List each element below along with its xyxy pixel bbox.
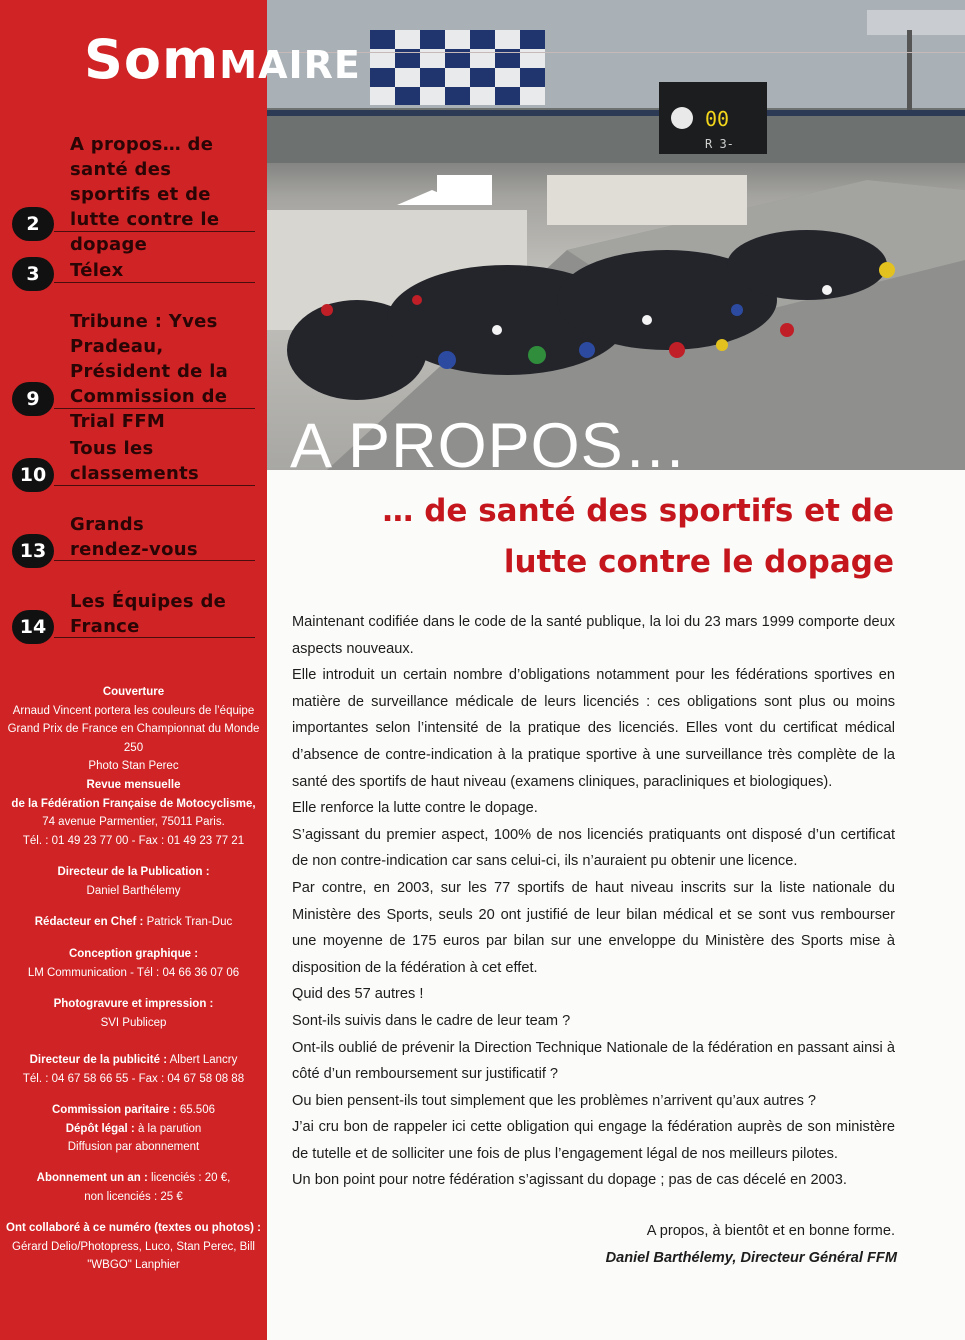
credit-line: LM Communication - Tél : 04 66 36 07 06 <box>27 966 240 979</box>
credit-label: Directeur de la publicité : <box>29 1054 168 1066</box>
credit-line: SVI Publicep <box>100 1016 167 1029</box>
sommaire-title-part1: Som <box>84 28 220 91</box>
credit-line: Grand Prix de France en Championnat du Monde 250 <box>7 723 260 754</box>
credit-label: Dépôt légal : <box>65 1122 135 1135</box>
credit-line: Photo Stan Perec <box>88 760 179 772</box>
credit-label: Ont collaboré à ce numéro (textes ou photos) : <box>6 1222 261 1234</box>
credit-line: à la parution <box>137 1122 202 1135</box>
toc-title: Tous les classements <box>70 438 200 484</box>
credits-design <box>6 945 261 982</box>
credit-line: Patrick Tran-Duc <box>146 916 233 928</box>
credits-contributors <box>6 1219 261 1275</box>
article-paragraph: Elle renforce la lutte contre le dopage. <box>292 800 538 817</box>
credits-director <box>6 863 261 900</box>
toc-title: Grands rendez-vous <box>70 514 198 560</box>
closing-line: A propos, à bientôt et en bonne forme. <box>646 1223 895 1239</box>
article-paragraph: Ou bien pensent-ils tout simplement que les problèmes n’arrivent qu’aux autres ? <box>292 1092 817 1109</box>
credit-line: 65.506 <box>179 1104 215 1116</box>
toc-page-number: 2 <box>12 207 54 241</box>
toc-page-number: 13 <box>12 534 54 568</box>
credits-cover <box>6 683 261 776</box>
credit-line: non licenciés : 25 € <box>84 1190 183 1203</box>
credit-label: Abonnement un an : <box>36 1172 148 1184</box>
credits-subscription <box>6 1169 261 1206</box>
toc-divider <box>54 282 255 283</box>
credits-printing <box>6 995 261 1032</box>
article-paragraph: Ont-ils oublié de prévenir la Direction Technique Nationale de la fédération en passant ainsi à côté d’un remboursement sur justificatif ? <box>292 1039 895 1083</box>
toc-divider <box>54 408 255 409</box>
credit-label: Conception graphique : <box>68 948 199 960</box>
article-kicker: A PROPOS… <box>290 411 688 481</box>
article-paragraph: Maintenant codifiée dans le code de la santé publique, la loi du 23 mars 1999 comporte deux aspects nouveaux. <box>292 614 895 657</box>
toc-page-number: 9 <box>12 382 54 416</box>
credit-line: Arnaud Vincent portera les couleurs de l’équipe <box>12 704 255 717</box>
credit-line: 74 avenue Parmentier, 75011 Paris. <box>42 816 225 828</box>
credit-line: "WBGO" Lanphier <box>87 1259 180 1271</box>
toc-divider <box>54 231 255 232</box>
credit-label: Photogravure et impression : <box>53 998 214 1010</box>
toc-divider <box>54 485 255 486</box>
credit-line: de la Fédération Française de Motocyclisme, <box>11 797 256 810</box>
article-paragraph: Elle introduit un certain nombre d’obligations notamment pour les fédérations sportives en matière de surveillance médicale de leurs licenciés : ces obligations sont plus ou moins importantes selon l’intensité de la pratique des licenciés. Elles vont du certificat médical d’absence de contre-indication à la pratique sportive à une surveillance très complète de la santé des sportifs de haut niveau (examens cliniques, paracliniques et biologiques). <box>292 667 895 790</box>
credit-line: Tél. : 04 67 58 66 55 - Fax : 04 67 58 08 88 <box>22 1072 245 1085</box>
credit-line: Daniel Barthélemy <box>86 884 181 897</box>
scoreboard-digits: 00 <box>705 107 730 131</box>
credit-line: Albert Lancry <box>169 1054 238 1066</box>
credits-legal <box>6 1101 261 1157</box>
article-paragraph: Sont-ils suivis dans le cadre de leur team ? <box>292 1012 571 1029</box>
cover-photo <box>267 0 965 470</box>
credit-label: Directeur de la Publication : <box>57 866 210 878</box>
article-paragraph: Un bon point pour notre fédération s’agissant du dopage ; pas de cas décelé en 2003. <box>292 1172 847 1189</box>
article-paragraph: Par contre, en 2003, sur les 77 sportifs de haut niveau inscrits sur la liste nationale du Ministère des Sports, seuls 20 ont justifié de leur bilan médical et se sont vus rembourser une moyenne de 175 euros par bilan sur une enveloppe du Ministère des Sports mise à disposition de la fédération à cet effet. <box>292 879 895 976</box>
sommaire-title <box>84 28 361 91</box>
credit-label: Couverture <box>102 686 165 698</box>
credit-line: Tél. : 01 49 23 77 00 - Fax : 01 49 23 77 21 <box>22 834 245 847</box>
race-grid-illustration <box>267 0 965 470</box>
sommaire-title-part2: MAIRE <box>219 43 361 87</box>
credit-label: Commission paritaire : <box>51 1104 177 1116</box>
toc-title: A propos… de santé des sportifs et de lutte contre le dopage <box>70 134 220 255</box>
signature: Daniel Barthélemy, Directeur Général FFM <box>605 1250 897 1266</box>
credits-revue <box>6 776 261 850</box>
sidebar <box>0 0 267 1340</box>
toc-title: Les Équipes de France <box>70 591 227 637</box>
credit-label: Revue mensuelle <box>86 779 181 791</box>
toc-title: Tribune : Yves Pradeau, Président de la Commission de Trial FFM <box>70 311 229 432</box>
toc-page-number: 10 <box>12 458 54 492</box>
article-body <box>292 609 895 1194</box>
article-paragraph: J’ai cru bon de rappeler ici cette obligation qui engage la fédération auprès de son ministère de tutelle et de solliciter une fois de plus l’engagement légal de nos meilleurs pilotes. <box>292 1119 895 1162</box>
credit-line: licenciés : 20 €, <box>151 1172 231 1184</box>
toc-divider <box>54 560 255 561</box>
article-subtitle: … de santé des sportifs et de lutte contre le dopage <box>382 493 894 580</box>
toc-page-number: 14 <box>12 610 54 644</box>
credit-line: Diffusion par abonnement <box>67 1141 200 1153</box>
toc-title: Télex <box>70 260 124 281</box>
credits-editor <box>6 913 261 932</box>
scoreboard-sub: R 3- <box>705 137 734 151</box>
article-paragraph: S’agissant du premier aspect, 100% de nos licenciés pratiquants ont disposé d’un certificat de non contre-indication car sans celui-ci, ils n’auraient pu obtenir une licence. <box>292 826 895 870</box>
toc-page-number: 3 <box>12 257 54 291</box>
credit-label: Rédacteur en Chef : <box>34 916 144 928</box>
credit-line: Gérard Delio/Photopress, Luco, Stan Perec, Bill <box>12 1240 255 1253</box>
article-paragraph: Quid des 57 autres ! <box>292 986 424 1003</box>
toc-divider <box>54 637 255 638</box>
credits-advertising <box>6 1051 261 1088</box>
